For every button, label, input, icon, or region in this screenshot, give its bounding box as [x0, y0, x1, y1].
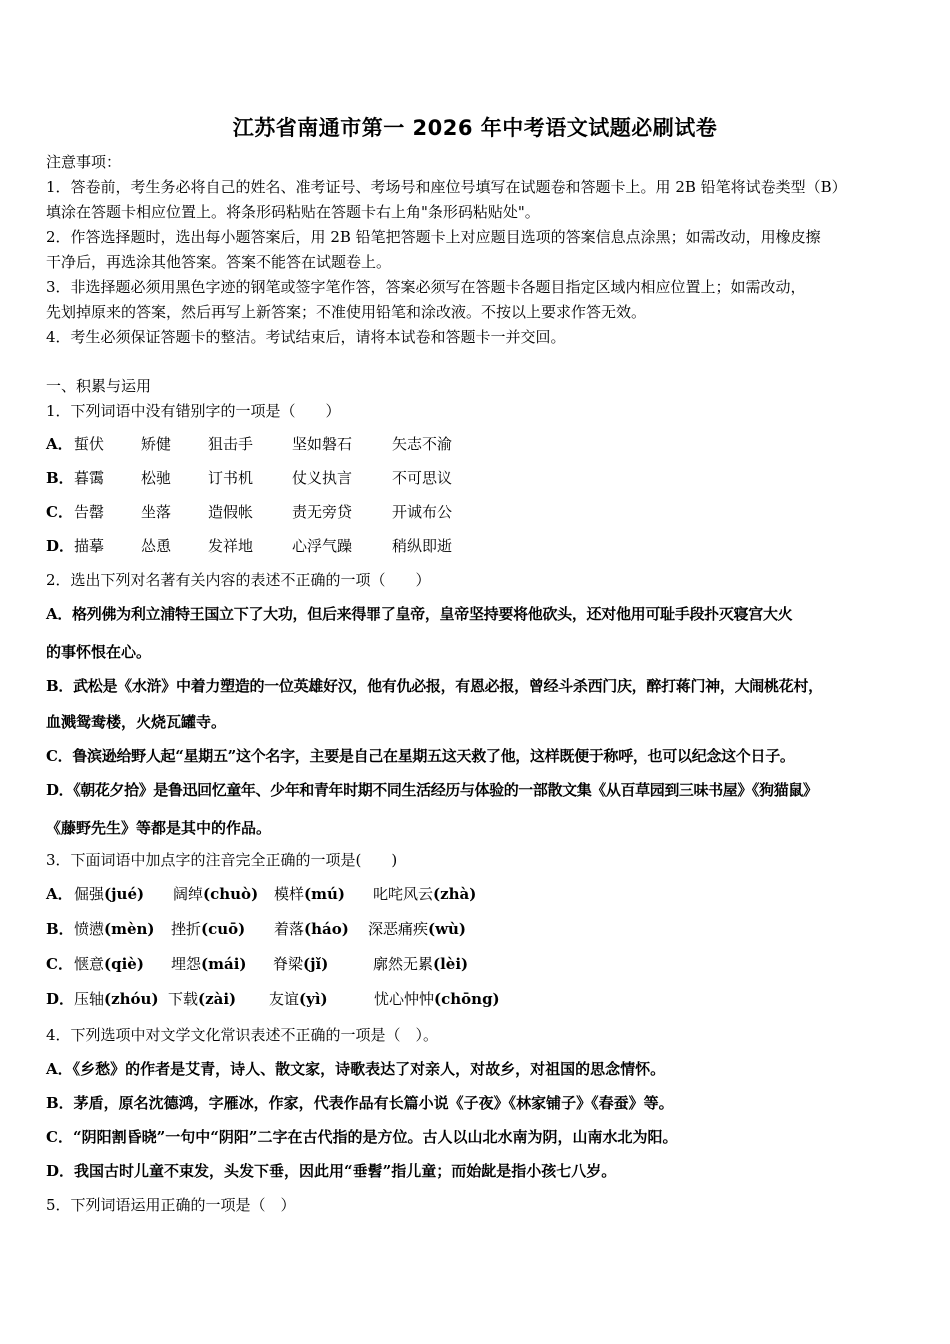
question-4-stem: 4．下列选项中对文学文化常识表述不正确的一项是（ ）。 [46, 1026, 439, 1044]
option-word: 模样(mú) [274, 885, 345, 903]
option-word: 暮霭 [74, 469, 105, 487]
option-word: 矢志不渝 [392, 435, 453, 453]
option-word: 告罄 [74, 503, 105, 521]
option-word: 怂恿 [141, 537, 172, 555]
notice-line: 先划掉原来的答案，然后再写上新答案；不准使用铅笔和涂改液。不按以上要求作答无效。 [46, 303, 647, 321]
question-2-option-b-cont: 血溅鸳鸯楼，火烧瓦罐寺。 [46, 713, 227, 731]
option-word: 订书机 [208, 469, 254, 487]
question-2-option-d-cont: 《藤野先生》等都是其中的作品。 [46, 819, 272, 837]
question-2-option-c: C．鲁滨逊给野人起“星期五”这个名字，主要是自己在星期五这天救了他，这样既便于称呼，也可以纪念这个日子。 [46, 747, 795, 765]
option-word: 挫折(cuō) [171, 920, 246, 938]
option-word: 阔绰(chuò) [173, 885, 259, 903]
question-2-option-d: D．《朝花夕拾》是鲁迅回忆童年、少年和青年时期不同生活经历与体验的一部散文集《从百草园到三味书屋》《狗猫鼠》 [46, 781, 818, 799]
question-4-option-d: D．我国古时儿童不束发，头发下垂，因此用“垂髫”指儿童；而始龀是指小孩七八岁。 [46, 1162, 617, 1180]
option-word: 着落(háo) [274, 920, 349, 938]
notice-line: 3．非选择题必须用黑色字迹的钢笔或签字笔作答，答案必须写在答题卡各题目指定区域内相应位置上；如需改动， [46, 278, 806, 296]
option-label: D． [46, 537, 75, 555]
option-word: 不可思议 [392, 469, 453, 487]
notice-line: 4．考生必须保证答题卡的整洁。考试结束后，请将本试卷和答题卡一并交回。 [46, 328, 566, 346]
option-word: 脊梁(jǐ) [273, 955, 329, 973]
option-word: 坚如磐石 [292, 435, 353, 453]
option-word: 坐落 [141, 503, 172, 521]
option-label: D． [46, 990, 75, 1008]
option-word: 开诚布公 [392, 503, 453, 521]
option-label: B． [46, 920, 74, 938]
notice-line: 干净后，再选涂其他答案。答案不能答在试题卷上。 [46, 253, 392, 271]
option-label: C． [46, 955, 73, 973]
option-word: 忧心忡忡(chōng) [374, 990, 500, 1008]
option-word: 蜇伏 [74, 435, 105, 453]
option-word: 倔强(jué) [74, 885, 145, 903]
question-4-option-b: B．茅盾，原名沈德鸿，字雁冰，作家，代表作品有长篇小说《子夜》《林家铺子》《春蚕》等。 [46, 1094, 674, 1112]
option-word: 下载(zài) [168, 990, 237, 1008]
option-word: 叱咤风云(zhà) [373, 885, 477, 903]
question-4-option-a: A．《乡愁》的作者是艾青，诗人、散文家，诗歌表达了对亲人，对故乡，对祖国的思念情怀。 [46, 1060, 666, 1078]
option-word: 友谊(yì) [269, 990, 328, 1008]
option-word: 埋怨(mái) [171, 955, 247, 973]
option-label: A． [46, 885, 73, 903]
page-title: 江苏省南通市第一 2026 年中考语文试题必刷试卷 [232, 116, 718, 140]
notice-line: 填涂在答题卡相应位置上。将条形码粘贴在答题卡右上角"条形码粘贴处"。 [46, 203, 540, 221]
notice-line: 2．作答选择题时，选出每小题答案后，用 2B 铅笔把答题卡上对应题目选项的答案信息点涂黑；如需改动，用橡皮擦 [46, 228, 821, 246]
section-heading: 一、积累与运用 [46, 377, 152, 395]
question-1-stem: 1．下列词语中没有错别字的一项是（ ） [46, 402, 341, 420]
option-word: 廓然无累(lèi) [373, 955, 469, 973]
question-2-option-b: B．武松是《水浒》中着力塑造的一位英雄好汉，他有仇必报，有恩必报，曾经斗杀西门庆，醉打蒋门神，大闹桃花村， [46, 677, 823, 695]
option-word: 惬意(qiè) [74, 955, 144, 973]
option-word: 责无旁贷 [292, 503, 353, 521]
option-word: 心浮气躁 [292, 537, 353, 555]
option-label: C． [46, 503, 73, 521]
question-2-option-a: A．格列佛为利立浦特王国立下了大功，但后来得罪了皇帝，皇帝坚持要将他砍头，还对他用可耻手段扑灭寝宫大火 [46, 605, 793, 623]
question-2-option-a-cont: 的事怀恨在心。 [46, 643, 152, 661]
option-word: 深恶痛疾(wù) [368, 920, 467, 938]
notice-heading: 注意事项： [46, 153, 122, 171]
question-3-stem: 3．下面词语中加点字的注音完全正确的一项是( ) [46, 851, 398, 869]
question-2-stem: 2．选出下列对名著有关内容的表述不正确的一项（ ） [46, 571, 431, 589]
option-label: A． [46, 435, 73, 453]
option-word: 发祥地 [208, 537, 254, 555]
notice-line: 1．答卷前，考生务必将自己的姓名、准考证号、考场号和座位号填写在试题卷和答题卡上。用 2B 铅笔将试卷类型（B） [46, 178, 847, 196]
option-word: 稍纵即逝 [392, 537, 453, 555]
question-4-option-c: C．“阴阳割昏晓”一句中“阴阳”二字在古代指的是方位。古人以山北水南为阴，山南水北为阳。 [46, 1128, 678, 1146]
question-5-stem: 5．下列词语运用正确的一项是（ ） [46, 1196, 296, 1214]
option-word: 描摹 [74, 537, 105, 555]
option-label: B． [46, 469, 74, 487]
option-word: 仗义执言 [292, 469, 353, 487]
option-word: 压轴(zhóu) [74, 990, 159, 1008]
option-word: 矫健 [141, 435, 172, 453]
option-word: 造假帐 [208, 503, 254, 521]
option-word: 愤懑(mèn) [74, 920, 155, 938]
option-word: 狙击手 [208, 435, 254, 453]
option-word: 松驰 [141, 469, 172, 487]
